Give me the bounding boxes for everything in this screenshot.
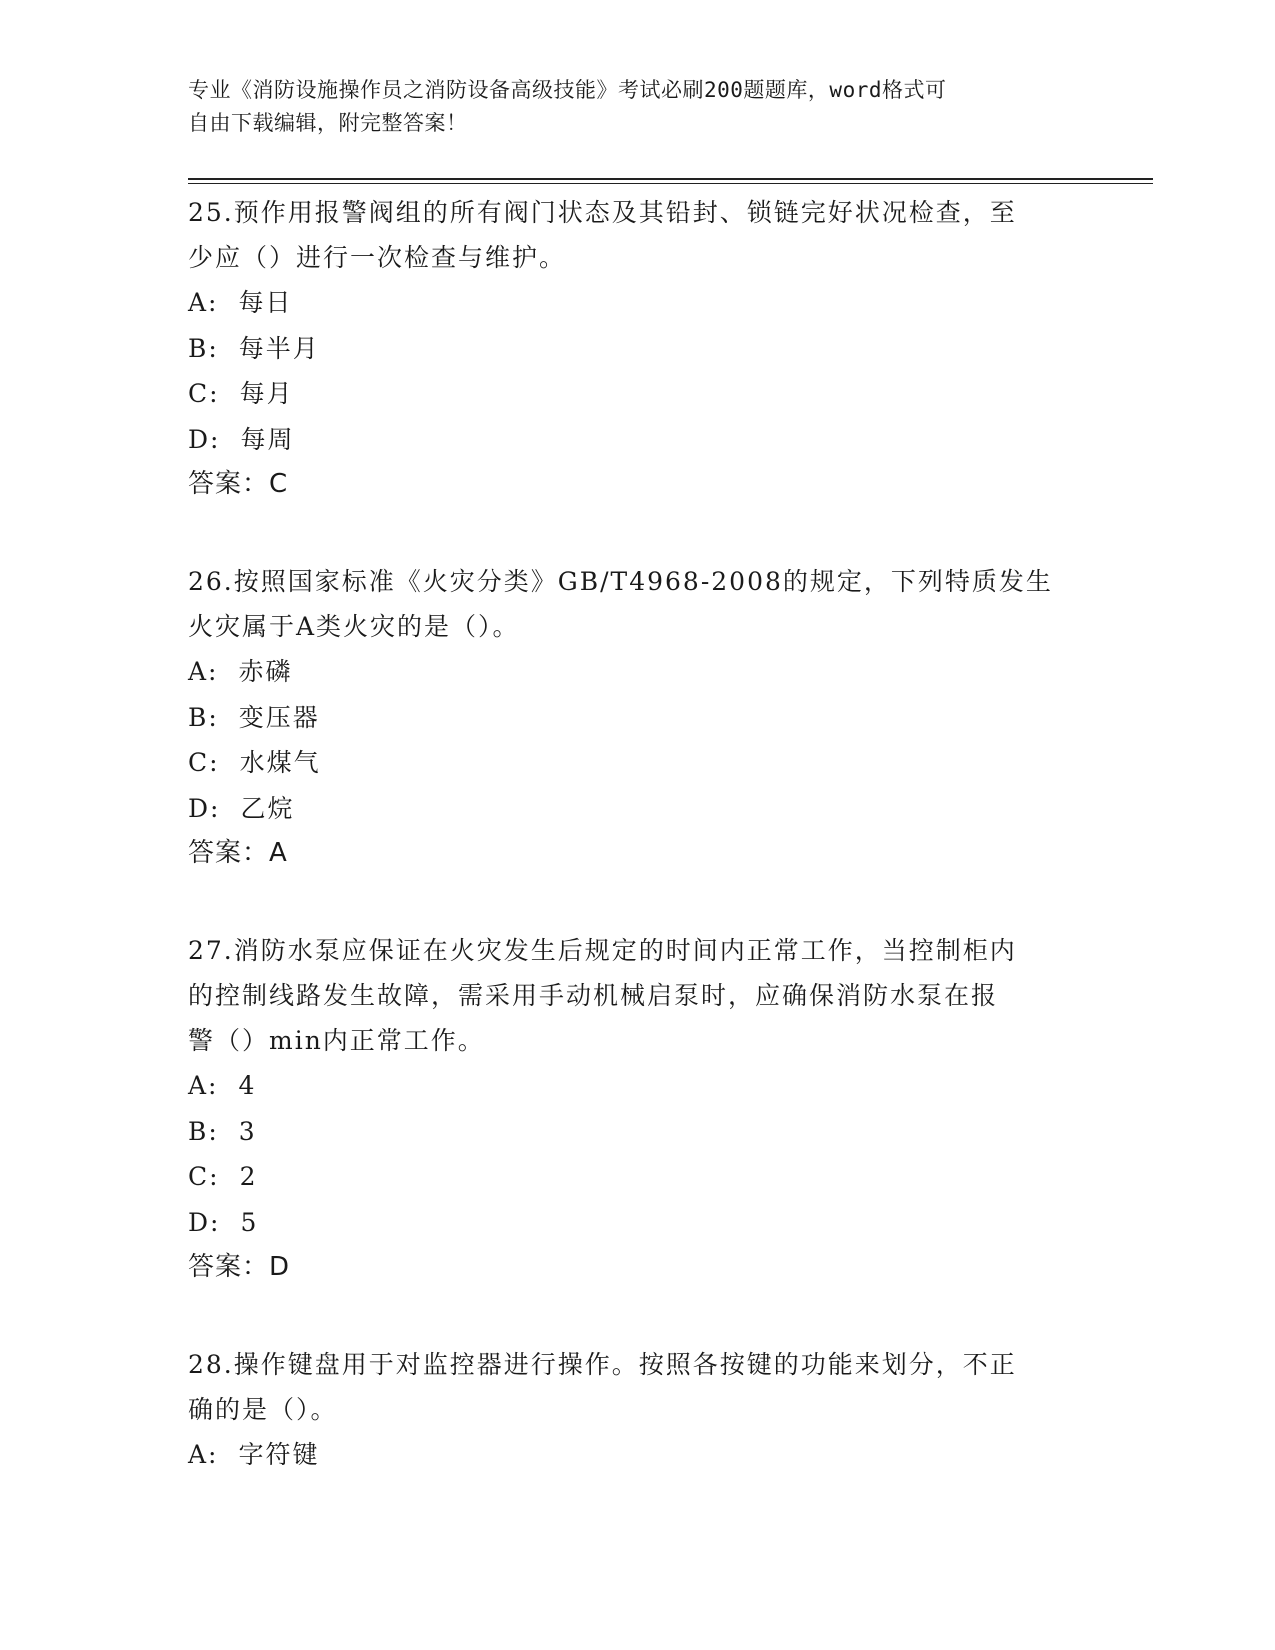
question-28 [188, 1342, 1088, 1478]
stem-line: 确的是（）。 [188, 1395, 338, 1424]
option-text: 4 [238, 1071, 257, 1100]
option-key: A: [188, 1440, 219, 1469]
option-text: 字符键 [238, 1440, 320, 1469]
option-list [188, 649, 1088, 831]
option-text: 3 [238, 1116, 257, 1146]
stem-line: 少应（）进行一次检查与维护。 [188, 243, 567, 272]
stem-line: 27.消防水泵应保证在火灾发生后规定的时间内正常工作，当控制柜内 [188, 936, 1017, 965]
question-stem [188, 928, 1088, 1063]
stem-line: 警（）min内正常工作。 [188, 1026, 485, 1055]
option-key: A: [188, 288, 219, 317]
question-stem [188, 559, 1088, 649]
header-divider-thin [188, 183, 1153, 184]
option-key: A: [188, 1071, 219, 1100]
option-a [188, 1432, 1088, 1478]
option-text: 5 [240, 1207, 259, 1237]
option-text: 每日 [238, 288, 293, 317]
stem-line: 28.操作键盘用于对监控器进行操作。按照各按键的功能来划分，不正 [188, 1350, 1017, 1379]
question-stem [188, 190, 1088, 280]
stem-line: 26.按照国家标准《火灾分类》GB/T4968-2008的规定，下列特质发生 [188, 567, 1053, 596]
option-key: C: [188, 379, 220, 408]
option-c [188, 371, 1088, 417]
option-b [188, 695, 1088, 741]
option-a [188, 1063, 1088, 1109]
option-d [188, 1200, 1088, 1246]
option-key: C: [188, 1162, 220, 1191]
option-list [188, 1432, 1088, 1478]
option-key: B: [188, 702, 219, 732]
option-key: A: [188, 657, 219, 686]
question-27 [188, 928, 1088, 1290]
option-d [188, 786, 1088, 832]
header-divider-thick [188, 178, 1153, 180]
option-list [188, 1063, 1088, 1245]
option-key: B: [188, 1116, 219, 1146]
question-26 [188, 559, 1088, 876]
option-text: 水煤气 [239, 748, 321, 777]
option-c [188, 1154, 1088, 1200]
answer-line: 答案：D [188, 1252, 291, 1282]
option-a [188, 649, 1088, 695]
option-list [188, 280, 1088, 462]
option-text: 变压器 [238, 702, 320, 732]
answer-line: 答案：C [188, 469, 289, 499]
document-header [188, 74, 1068, 140]
option-b [188, 326, 1088, 372]
option-text: 每周 [240, 424, 295, 454]
stem-line: 的控制线路发生故障，需采用手动机械启泵时，应确保消防水泵在报 [188, 981, 999, 1010]
question-25 [188, 190, 1088, 507]
header-line-2: 自由下载编辑，附完整答案！ [188, 111, 468, 135]
option-d [188, 417, 1088, 463]
stem-line: 25.预作用报警阀组的所有阀门状态及其铅封、锁链完好状况检查，至 [188, 198, 1017, 227]
option-key: D: [188, 793, 221, 823]
stem-line: 火灾属于A类火灾的是（）。 [188, 612, 520, 641]
option-text: 每半月 [238, 333, 320, 363]
option-text: 2 [239, 1162, 258, 1191]
option-text: 赤磷 [238, 657, 293, 686]
option-key: D: [188, 1207, 221, 1237]
option-key: D: [188, 424, 221, 454]
option-key: C: [188, 748, 220, 777]
header-line-1: 专业《消防设施操作员之消防设备高级技能》考试必刷200题题库，word格式可 [188, 78, 947, 102]
option-text: 每月 [239, 379, 294, 408]
option-c [188, 740, 1088, 786]
answer-line: 答案：A [188, 838, 288, 868]
option-key: B: [188, 333, 219, 363]
option-b [188, 1109, 1088, 1155]
option-text: 乙烷 [240, 793, 295, 823]
question-stem [188, 1342, 1088, 1432]
question-list [188, 190, 1088, 1530]
option-a [188, 280, 1088, 326]
